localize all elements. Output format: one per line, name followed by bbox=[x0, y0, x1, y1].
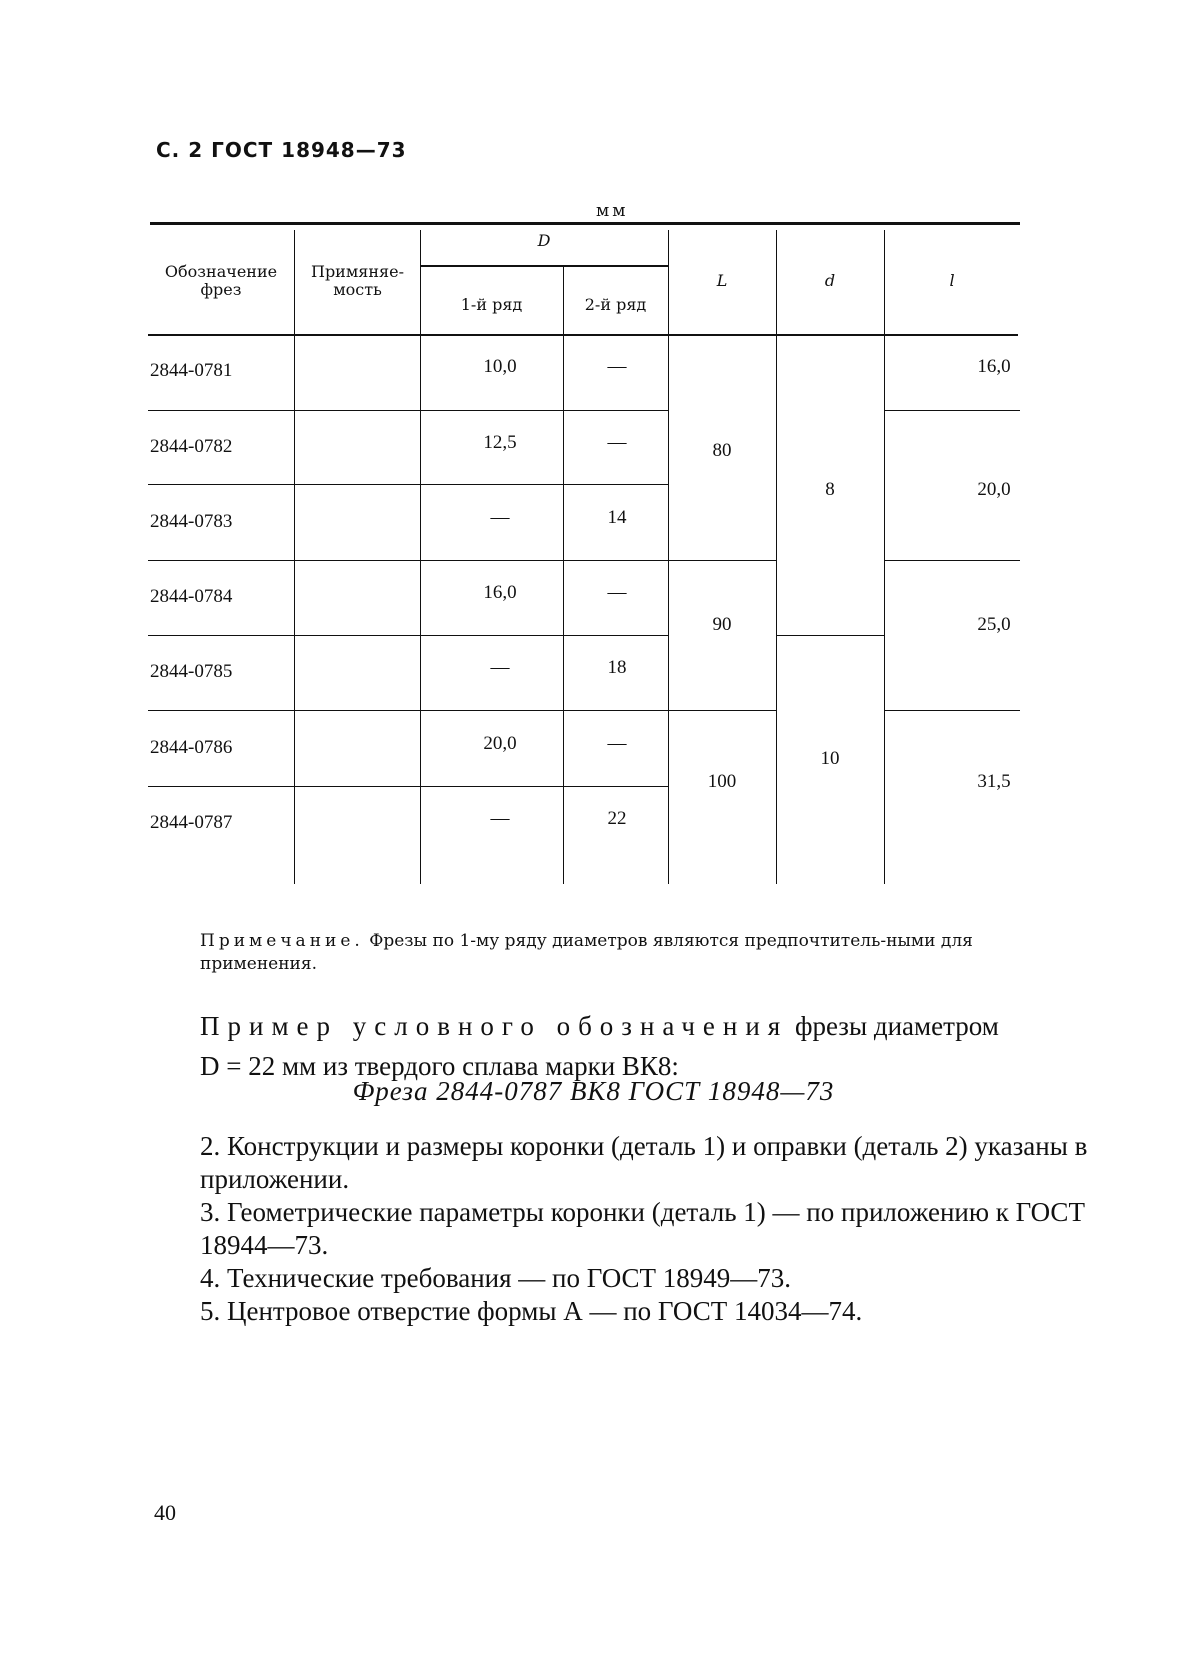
example-label: Пример условного обозначения bbox=[200, 1011, 789, 1041]
d1-cell: — bbox=[490, 808, 510, 829]
L-value: 100 bbox=[707, 771, 737, 792]
note-text: Фрезы по 1-му ряду диаметров являются предпочтитель-ными для применения. bbox=[200, 931, 973, 974]
header-designation: Обозначение фрез bbox=[164, 262, 278, 299]
designation-cell: 2844-0783 bbox=[150, 511, 233, 532]
header-row2: 2-й ряд bbox=[584, 295, 647, 314]
l-group-separator bbox=[884, 560, 1020, 561]
l-value: 20,0 bbox=[977, 479, 1011, 500]
list-item: 2. Конструкции и размеры коронки (деталь 1) и оправки (деталь 2) указаны в приложении. bbox=[200, 1131, 1088, 1194]
column-divider bbox=[420, 230, 421, 884]
d2-cell: — bbox=[607, 582, 627, 603]
l-value: 31,5 bbox=[977, 771, 1011, 792]
header-D: D bbox=[537, 231, 551, 250]
header-l: l bbox=[949, 271, 955, 290]
column-divider bbox=[563, 267, 564, 884]
d1-cell: — bbox=[490, 507, 510, 528]
header-D-rule bbox=[420, 265, 668, 267]
row-separator bbox=[148, 484, 668, 485]
column-divider bbox=[776, 230, 777, 884]
column-divider bbox=[884, 230, 885, 884]
designation-cell: 2844-0781 bbox=[150, 360, 233, 381]
example-paragraph bbox=[200, 1006, 1090, 1086]
header-row1: 1-й ряд bbox=[460, 295, 523, 314]
l-value: 16,0 bbox=[977, 356, 1011, 377]
designation-cell: 2844-0784 bbox=[150, 586, 233, 607]
example-text-line1: фрезы диаметром bbox=[794, 1011, 999, 1041]
L-value: 90 bbox=[712, 614, 732, 635]
header-d: d bbox=[824, 271, 836, 290]
d1-cell: 12,5 bbox=[483, 432, 517, 453]
d1-cell: 20,0 bbox=[483, 733, 517, 754]
d-value: 8 bbox=[825, 479, 835, 500]
row-separator bbox=[148, 710, 668, 711]
l-group-separator bbox=[884, 410, 1020, 411]
d2-cell: — bbox=[607, 356, 627, 377]
L-group-separator bbox=[668, 560, 776, 561]
row-separator bbox=[148, 410, 668, 411]
designation-cell: 2844-0787 bbox=[150, 812, 233, 833]
row-separator bbox=[148, 635, 668, 636]
d2-cell: 18 bbox=[607, 657, 627, 678]
header-L: L bbox=[716, 271, 728, 290]
list-item: 5. Центровое отверстие формы А — по ГОСТ 14034—74. bbox=[200, 1296, 863, 1326]
l-group-separator bbox=[884, 710, 1020, 711]
d1-cell: 16,0 bbox=[483, 582, 517, 603]
list-item: 4. Технические требования — по ГОСТ 18949—73. bbox=[200, 1263, 792, 1293]
L-group-separator bbox=[668, 710, 776, 711]
example-designation: Фреза 2844-0787 ВК8 ГОСТ 18948—73 bbox=[352, 1076, 835, 1106]
d2-cell: 22 bbox=[607, 808, 627, 829]
designation-cell: 2844-0785 bbox=[150, 661, 233, 682]
d1-cell: — bbox=[490, 657, 510, 678]
designation-cell: 2844-0782 bbox=[150, 436, 233, 457]
header-bottom-rule bbox=[148, 334, 1018, 336]
units-label: мм bbox=[596, 201, 629, 221]
example-text-line2: D = 22 мм из твердого сплава марки ВК8: bbox=[200, 1051, 679, 1081]
d2-cell: — bbox=[607, 432, 627, 453]
d2-cell: — bbox=[607, 733, 627, 754]
row-separator bbox=[148, 786, 668, 787]
d1-cell: 10,0 bbox=[483, 356, 517, 377]
list-item: 3. Геометрические параметры коронки (деталь 1) — по приложению к ГОСТ 18944—73. bbox=[200, 1197, 1085, 1260]
d-value: 10 bbox=[820, 748, 840, 769]
numbered-items bbox=[200, 1130, 1090, 1328]
page-number: 40 bbox=[154, 1500, 176, 1525]
column-divider bbox=[294, 230, 295, 884]
note-label: Примечание. bbox=[200, 931, 364, 951]
L-value: 80 bbox=[712, 440, 732, 461]
d-group-separator bbox=[776, 635, 884, 636]
table-top-rule bbox=[150, 222, 1020, 225]
column-divider bbox=[668, 230, 669, 884]
row-separator bbox=[148, 560, 668, 561]
l-value: 25,0 bbox=[977, 614, 1011, 635]
d2-cell: 14 bbox=[607, 507, 627, 528]
running-title: С. 2 ГОСТ 18948—73 bbox=[156, 138, 407, 162]
designation-cell: 2844-0786 bbox=[150, 737, 233, 758]
header-applicability: Примяняе-мость bbox=[310, 262, 405, 299]
table-note bbox=[200, 930, 1080, 976]
